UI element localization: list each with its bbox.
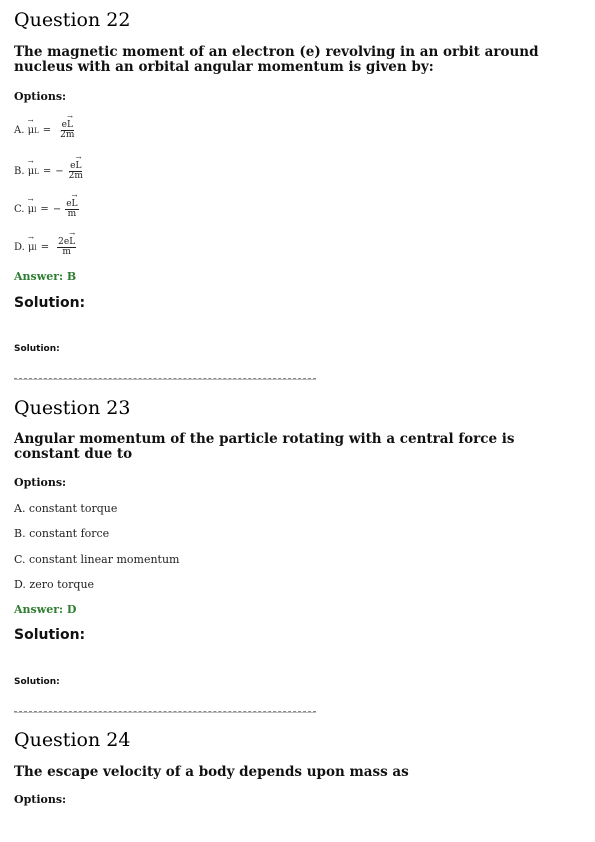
mu-symbol: → μ xyxy=(28,125,35,136)
numerator xyxy=(61,121,74,131)
mu-subscript: l xyxy=(34,243,37,252)
numerator-vector: → L xyxy=(69,238,75,247)
denominator: 2m xyxy=(60,130,75,140)
numerator-prefix: 2e xyxy=(58,237,70,247)
question-22-title: Question 22 xyxy=(14,9,131,31)
question-22-solution-heading: Solution: xyxy=(14,295,86,311)
numerator-prefix: e xyxy=(70,161,76,171)
numerator-vector: → L xyxy=(72,200,78,209)
fraction xyxy=(65,200,78,219)
question-24-title: Question 24 xyxy=(14,729,131,751)
divider xyxy=(14,711,316,713)
question-23-options-label: Options: xyxy=(14,476,67,489)
equals-sign: = xyxy=(42,125,52,136)
question-22-solution-label: Solution: xyxy=(14,344,60,354)
question-22-text-line1: The magnetic moment of an electron (e) revolving in an orbit around xyxy=(14,44,539,60)
option-b[interactable]: B. constant force xyxy=(14,527,110,540)
sign: − xyxy=(55,166,64,177)
option-letter: B. xyxy=(14,166,25,177)
denominator: m xyxy=(62,247,71,257)
option-letter: A. xyxy=(14,125,25,136)
question-23-text-line1: Angular momentum of the particle rotating with a central force is xyxy=(14,431,515,447)
fraction xyxy=(59,121,75,140)
question-23-text-line2: constant due to xyxy=(14,446,133,462)
mu-subscript: L xyxy=(34,167,39,176)
numerator-vector: → L xyxy=(67,121,73,130)
option-a[interactable]: A. constant torque xyxy=(14,502,118,515)
equals-sign: = xyxy=(40,242,50,253)
option-c[interactable] xyxy=(14,200,79,219)
question-23-solution-heading: Solution: xyxy=(14,627,86,643)
question-23-solution-label: Solution: xyxy=(14,677,60,687)
numerator xyxy=(57,238,76,248)
mu-symbol: → μ xyxy=(28,204,35,215)
numerator-prefix: e xyxy=(61,120,67,130)
option-c[interactable]: C. constant linear momentum xyxy=(14,553,180,566)
mu-symbol: → μ xyxy=(28,166,35,177)
question-22-text xyxy=(14,45,539,75)
option-d[interactable] xyxy=(14,238,76,257)
option-d[interactable]: D. zero torque xyxy=(14,578,95,591)
question-22-text-line2: nucleus with an orbital angular momentum is given by: xyxy=(14,59,434,75)
divider xyxy=(14,378,316,380)
numerator xyxy=(69,162,82,172)
equals-sign: = xyxy=(40,204,49,215)
numerator-vector: → L xyxy=(75,162,81,171)
denominator: m xyxy=(67,209,77,219)
option-a[interactable] xyxy=(14,121,75,140)
denominator: 2m xyxy=(68,171,83,181)
numerator xyxy=(65,200,78,210)
mu-symbol: → μ xyxy=(28,242,35,253)
numerator-prefix: e xyxy=(66,199,72,209)
option-b[interactable] xyxy=(14,162,84,181)
question-22-options-label: Options: xyxy=(14,90,67,103)
option-letter: D. xyxy=(14,242,25,253)
equals-sign: = xyxy=(42,166,52,177)
question-23-answer: Answer: D xyxy=(14,603,77,616)
question-24-options-label: Options: xyxy=(14,793,67,806)
sign: − xyxy=(52,204,62,215)
question-24-text: The escape velocity of a body depends upon mass as xyxy=(14,764,409,780)
mu-subscript: L xyxy=(34,126,39,135)
mu-subscript: l xyxy=(34,205,37,214)
option-letter: C. xyxy=(14,204,25,215)
question-23-title: Question 23 xyxy=(14,397,131,419)
fraction xyxy=(57,238,76,257)
question-23-text xyxy=(14,432,514,462)
fraction xyxy=(68,162,84,181)
question-22-answer: Answer: B xyxy=(14,270,77,283)
